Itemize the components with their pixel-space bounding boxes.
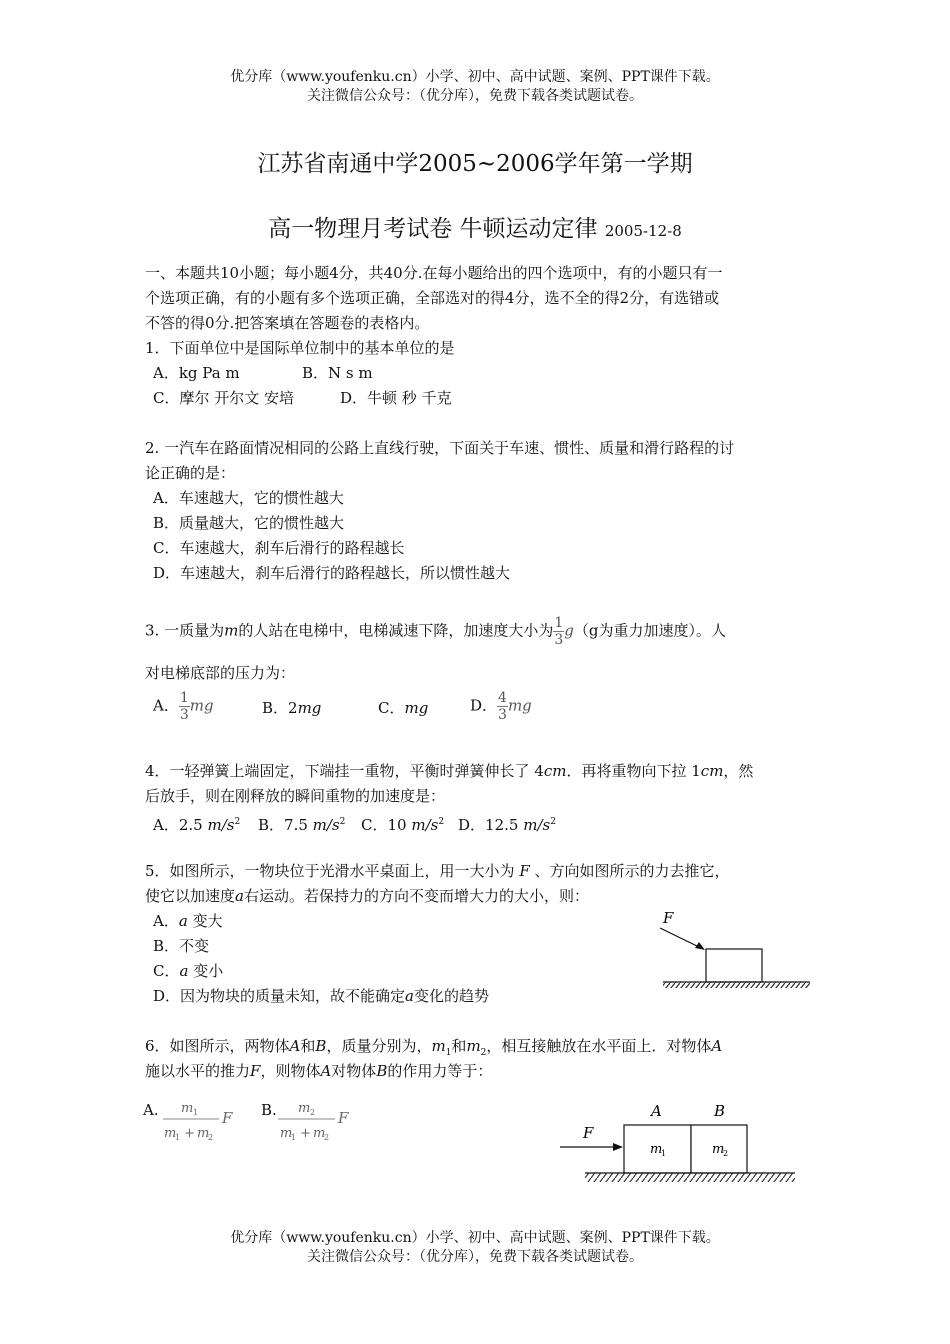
footer-banner-line2: 关注微信公众号：（优分库），免费下载各类试题试卷。 [307,1249,643,1265]
q6-body-a: A [289,1037,301,1055]
q3-option-b-var: mg [297,699,322,717]
header-banner-line1: 优分库（www.youfenku.cn）小学、初中、高中试题、案例、PPT课件下载。 [230,69,720,85]
q3-option-a [153,690,214,723]
q6-stem-text-f: 对物体 [331,1062,377,1080]
q4-stem-text-c: ，然 [723,762,754,780]
q5-option-a-text: 变大 [192,912,223,930]
q3-option-c [378,697,428,719]
q2-option-a: A．车速越大，它的惯性越大 [153,489,344,507]
q6-option-a-den-sub2: 2 [208,1133,214,1142]
exam-subject-text: 高一物理月考试卷 牛顿运动定律 [268,216,598,242]
q6-body-a-2: A [711,1037,723,1055]
q3-option-a-fraction [179,690,190,723]
q5-option-a [153,910,223,932]
q5-force-var: F [519,862,530,880]
q3-option-d-fraction [497,690,508,723]
q6-stem-text-a: 6．如图所示，两物体 [145,1037,290,1055]
q6-figure-m1-sub: 1 [661,1149,667,1158]
q5-option-d [153,985,489,1007]
q6-figure-force-label: F [583,1124,594,1142]
q2-option-d: D．车速越大，刹车后滑行的路程越长，所以惯性越大 [153,564,511,582]
exam-school-title: 江苏省南通中学2005~2006学年第一学期 [257,151,693,177]
q4-option-c [361,811,444,836]
q6-force-var: F [250,1062,261,1080]
q3-stem-text-a: 3. 一质量为 [145,621,225,640]
q6-option-b-label: B. [261,1101,277,1119]
header-banner-line2: 关注微信公众号：（优分库），免费下载各类试题试卷。 [307,88,643,104]
intro-line-2: 个选项正确，有的小题有多个选项正确，全部选对的得4分，选不全的得2分，有选错或 [145,289,720,307]
q5-option-b: B．不变 [153,937,210,955]
q5-stem-text-d: 右运动。若保持力的方向不变而增大力的大小，则： [243,887,589,905]
q3-option-a-num: 1 [179,690,189,706]
q2-stem-1: 2. 一汽车在路面情况相同的公路上直线行驶，下面关于车速、惯性、质量和滑行路程的讨 [145,439,735,457]
q6-option-a-num-sub: 1 [193,1108,199,1117]
q4-unit-cm-1: cm [543,762,567,780]
q6-stem-text-g: 的作用力等于： [387,1062,493,1080]
q5-option-a-var: a [178,912,188,930]
q4-option-b-sup: 2 [339,817,346,827]
q6-figure-ground-hatch [585,1173,795,1182]
q6-body-a-3: A [320,1062,332,1080]
q3-stem-2: 对电梯底部的压力为： [145,664,296,682]
q2-option-b: B．质量越大，它的惯性越大 [153,514,345,532]
q6-option-b-num-sub: 2 [310,1108,316,1117]
q1-option-b: B．N s m [302,364,373,382]
q3-fraction-denominator: 3 [554,632,564,648]
q4-option-a [153,811,240,836]
intro-line-3: 不答的得0分.把答案填在答题卷的表格内。 [145,314,430,332]
q6-option-b-den-plus: + [300,1126,311,1141]
q2-stem-2: 论正确的是： [145,464,236,482]
q6-m1: m [431,1037,446,1055]
q6-stem-text-e: ，则物体 [260,1062,321,1080]
q5-stem-2 [145,885,589,907]
q1-option-a: A．kg Pa m [153,364,240,382]
q5-option-c-label: C． [153,962,180,980]
q1-stem: 1．下面单位中是国际单位制中的基本单位的是 [145,339,455,357]
q4-stem-2: 后放手，则在刚释放的瞬间重物的加速度是： [145,787,446,805]
q6-figure-m2: m [712,1142,725,1157]
q3-option-c-label: C． [378,699,405,717]
q5-figure-force-arrow [660,928,701,948]
q6-option-b-den-m1: m [280,1126,293,1141]
q3-option-d [470,690,532,723]
q6-option-a-den-m1: m [164,1126,177,1141]
q2-option-c: C．车速越大，刹车后滑行的路程越长 [153,539,405,557]
q4-option-b [258,811,345,836]
q6-figure-m2-sub: 2 [723,1149,729,1158]
q3-stem-fraction [553,615,564,648]
q4-option-b-text: B．7.5 [258,816,308,834]
footer-banner-line1: 优分库（www.youfenku.cn）小学、初中、高中试题、案例、PPT课件下载。 [230,1230,720,1246]
q6-stem-2 [145,1060,492,1082]
q3-stem-text-b: 的人站在电梯中，电梯减速下降，加速度大小为 [238,621,554,640]
q6-m2-sub: 2 [480,1048,487,1058]
q5-option-d-var: a [405,987,414,1005]
q3-option-a-var: mg [189,696,214,715]
q6-stem-text-b: ，质量分别为， [326,1037,432,1055]
q1-option-d: D．牛顿 秒 千克 [340,389,452,407]
q4-option-c-sup: 2 [438,817,445,827]
q4-option-c-unit: m/s [411,816,439,834]
q3-option-a-label: A． [153,696,179,715]
q4-stem-text-b: ．再将重物向下拉 1 [566,762,701,780]
q1-option-c: C．摩尔 开尔文 安培 [153,389,295,407]
q6-figure-label-b: B [714,1102,726,1120]
q5-figure-force-label: F [663,909,674,927]
exam-date: 2005-12-8 [604,222,682,240]
q6-and: 和 [300,1037,316,1055]
q6-option-a-den-m2: m [197,1126,210,1141]
exam-subject-title [0,210,950,243]
q6-m2: m [466,1037,481,1055]
q3-option-d-num: 4 [498,690,507,706]
q6-figure-m1: m [650,1142,663,1157]
q6-stem-text-c: ，相互接触放在水平面上．对物体 [486,1037,712,1055]
q6-option-a-label: A. [143,1101,159,1119]
q5-figure [655,905,815,995]
q4-option-a-text: A．2.5 [153,816,203,834]
q6-options [143,1095,373,1150]
q6-figure [555,1098,805,1193]
q3-mass-var: m [224,621,239,640]
q6-figure-arrowhead [613,1143,623,1151]
q4-option-c-text: C．10 [361,816,407,834]
q5-figure-block [706,949,762,982]
q4-option-d-unit: m/s [523,816,551,834]
q6-body-b-2: B [376,1062,388,1080]
q3-option-a-den: 3 [179,707,189,723]
q4-option-d-sup: 2 [550,817,556,827]
q5-option-d-text-a: D．因为物块的质量未知，故不能确定 [153,987,406,1005]
q6-option-b-den-sub2: 2 [324,1133,330,1142]
q5-stem-1 [145,860,730,882]
q5-figure-arrowhead [695,942,705,950]
q5-stem-text-c: 使它以加速度 [145,887,236,905]
q5-stem-text-a: 5．如图所示，一物块位于光滑水平桌面上，用一大小为 [145,862,515,880]
q6-option-b-force: F [338,1109,349,1127]
q5-option-c-var: a [179,962,189,980]
q4-option-d-text: D．12.5 [458,816,519,834]
q5-figure-ground-hatch [663,982,810,988]
q6-stem-text-d: 施以水平的推力 [145,1062,251,1080]
q3-option-d-den: 3 [498,707,507,723]
q4-option-a-sup: 2 [234,817,241,827]
q5-option-c [153,960,223,982]
q6-option-a-num: m [181,1101,194,1116]
q6-body-b: B [315,1037,327,1055]
q3-stem-1 [145,615,726,648]
q6-option-b-den-m2: m [313,1126,326,1141]
q6-option-b-den-sub1: 1 [291,1133,297,1142]
q6-option-a-den-plus: + [184,1126,195,1141]
q5-option-c-text: 变小 [193,962,224,980]
q5-accel-var: a [235,887,244,905]
q6-and-2: 和 [451,1037,467,1055]
q3-g-var: g [564,621,574,640]
q6-option-a-den-sub1: 1 [175,1133,181,1142]
q6-figure-label-a: A [651,1102,662,1120]
q4-stem-text-a: 4．一轻弹簧上端固定，下端挂一重物，平衡时弹簧伸长了 4 [145,762,544,780]
q3-option-d-label: D． [470,696,498,715]
q4-option-b-unit: m/s [312,816,340,834]
q3-option-d-var: mg [507,696,532,715]
q3-stem-text-c: （g为重力加速度）。人 [573,621,726,640]
q4-unit-cm-2: cm [700,762,724,780]
q6-m1-sub: 1 [445,1048,452,1058]
q5-option-a-label: A． [153,912,179,930]
q3-fraction-numerator: 1 [554,615,564,631]
q5-option-d-text-b: 变化的趋势 [413,987,489,1005]
q4-stem-1 [145,760,753,782]
q6-option-a-force: F [222,1109,233,1127]
q6-option-b-num: m [298,1101,311,1116]
q3-option-c-var: mg [404,699,429,717]
q4-option-a-unit: m/s [207,816,235,834]
q3-option-b-label: B．2 [262,699,298,717]
q4-option-d [458,811,556,836]
q3-option-b [262,697,321,719]
intro-line-1: 一、本题共10小题；每小题4分，共40分.在每小题给出的四个选项中，有的小题只有一 [145,264,723,282]
q5-stem-text-b: 、方向如图所示的力去推它， [534,862,730,880]
